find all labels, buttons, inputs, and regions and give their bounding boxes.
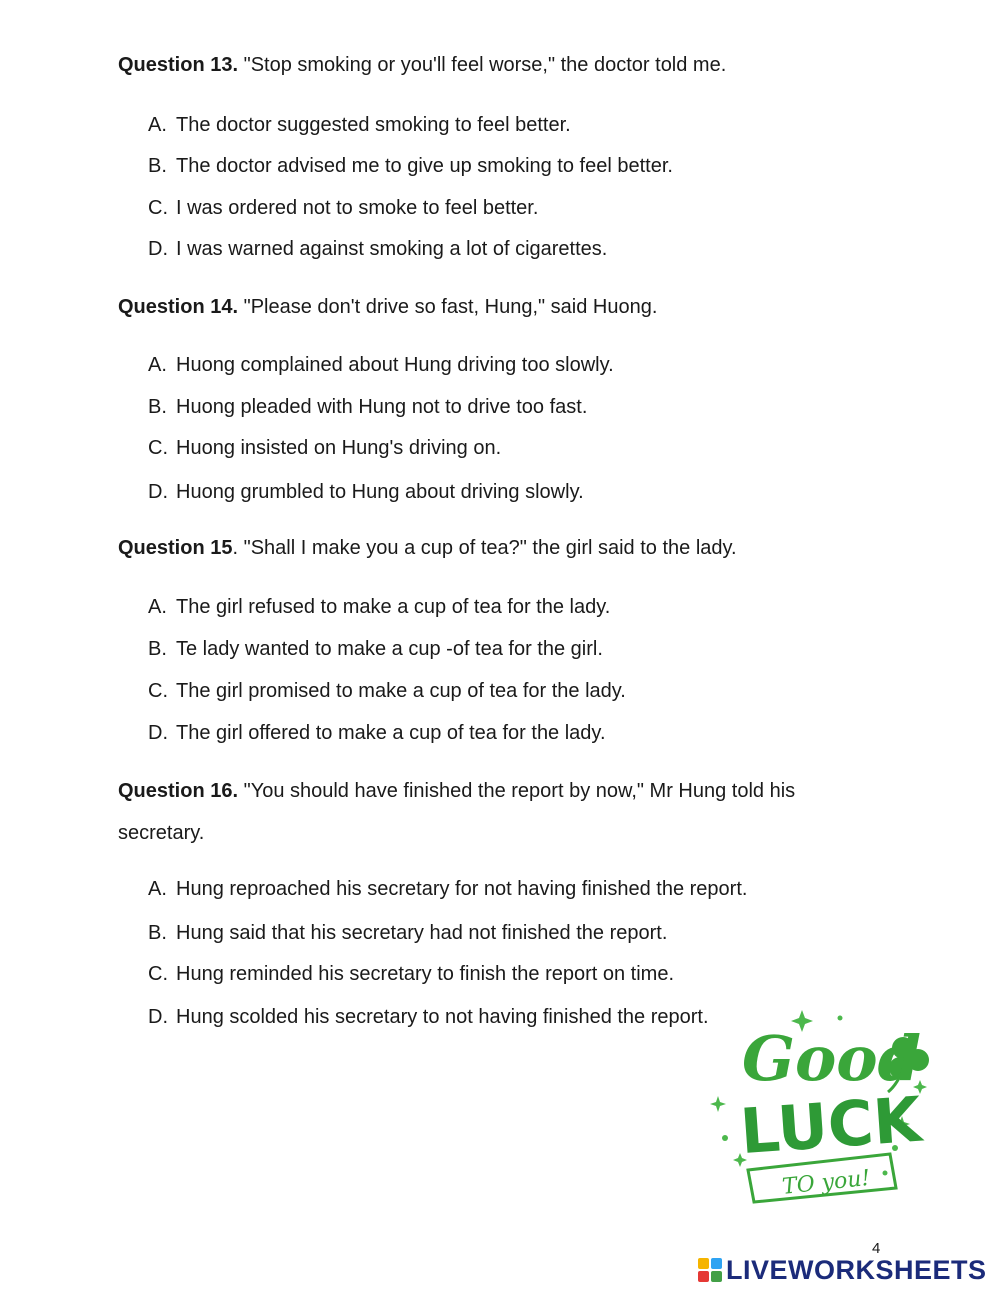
page-number: 4 (872, 1240, 881, 1257)
luck-text: LUCK (737, 1082, 924, 1169)
option-d (148, 719, 606, 747)
question-text: "You should have finished the report by now," Mr Hung told his secretary. (118, 780, 796, 844)
liveworksheets-logo (698, 1252, 987, 1288)
question-16-stem (118, 770, 878, 854)
option-a (148, 593, 610, 621)
option-letter: C. (148, 437, 168, 459)
option-letter: B. (148, 638, 167, 660)
option-text: The girl offered to make a cup of tea for the lady. (176, 722, 606, 744)
option-text: I was warned against smoking a lot of cigarettes. (176, 238, 608, 260)
logo-square-blue (711, 1258, 722, 1269)
option-text: The doctor suggested smoking to feel better. (176, 114, 571, 136)
option-text: Hung said that his secretary had not finished the report. (176, 922, 668, 944)
question-13-stem (118, 44, 878, 86)
question-number: Question 13. (118, 54, 239, 76)
option-letter: B. (148, 396, 167, 418)
option-letter: D. (148, 1006, 168, 1028)
brand-name: LIVEWORKSHEETS (726, 1254, 987, 1285)
option-text: Huong complained about Hung driving too slowly. (176, 354, 614, 376)
question-text: "Stop smoking or you'll feel worse," the doctor told me. (238, 54, 727, 76)
question-number: Question 16. (118, 780, 239, 802)
option-text: Huong pleaded with Hung not to drive too fast. (176, 396, 588, 418)
option-b (148, 393, 587, 421)
logo-square-red (698, 1271, 709, 1282)
option-text: The girl promised to make a cup of tea for the lady. (176, 680, 626, 702)
option-letter: A. (148, 354, 167, 376)
option-letter: A. (148, 114, 167, 136)
option-a (148, 111, 571, 139)
option-text: The doctor advised me to give up smoking to feel better. (176, 155, 673, 177)
option-letter: A. (148, 878, 167, 900)
option-c (148, 677, 626, 705)
option-text: Hung reminded his secretary to finish the report on time. (176, 963, 675, 985)
option-d (148, 1003, 709, 1031)
option-b (148, 635, 603, 663)
option-text: Huong grumbled to Hung about driving slowly. (176, 481, 584, 503)
option-letter: D. (148, 481, 168, 503)
option-letter: B. (148, 922, 167, 944)
option-text: Hung reproached his secretary for not having finished the report. (176, 878, 748, 900)
question-number: Question 15 (118, 537, 233, 559)
option-b (148, 152, 673, 180)
option-d (148, 478, 584, 506)
option-b (148, 919, 667, 947)
option-text: Te lady wanted to make a cup -of tea for the girl. (176, 638, 603, 660)
option-letter: A. (148, 596, 167, 618)
question-text: . "Shall I make you a cup of tea?" the girl said to the lady. (232, 537, 737, 559)
question-text: "Please don't drive so fast, Hung," said Huong. (238, 296, 658, 318)
banner-text: TO you! (780, 1165, 872, 1200)
question-15-stem (118, 527, 878, 569)
option-text: I was ordered not to smoke to feel better. (176, 197, 539, 219)
logo-square-green (711, 1271, 722, 1282)
option-letter: B. (148, 155, 167, 177)
good-text: Good (742, 1022, 922, 1095)
option-text: The girl refused to make a cup of tea for the lady. (176, 596, 611, 618)
option-a (148, 351, 614, 379)
option-letter: C. (148, 680, 168, 702)
good-luck-image (690, 988, 940, 1223)
logo-square-yellow (698, 1258, 709, 1269)
option-a (148, 875, 747, 903)
option-letter: C. (148, 197, 168, 219)
option-c (148, 194, 538, 222)
option-letter: D. (148, 722, 168, 744)
option-text: Hung scolded his secretary to not having finished the report. (176, 1006, 709, 1028)
question-number: Question 14. (118, 296, 239, 318)
option-c (148, 960, 674, 988)
option-c (148, 434, 501, 462)
option-letter: C. (148, 963, 168, 985)
option-text: Huong insisted on Hung's driving on. (176, 437, 502, 459)
question-14-stem (118, 286, 878, 328)
option-letter: D. (148, 238, 168, 260)
liveworksheets-logo-icon (698, 1258, 722, 1282)
option-d (148, 235, 607, 263)
